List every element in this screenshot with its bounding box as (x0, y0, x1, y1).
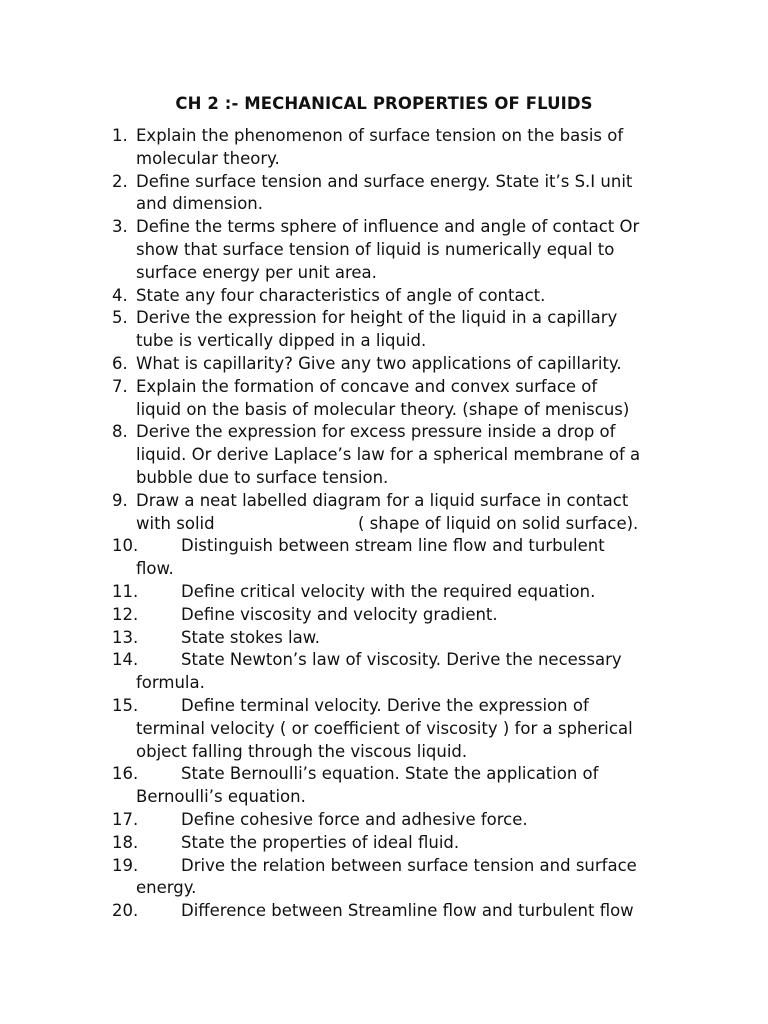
list-item-2 (0, 171, 768, 217)
list-item-1 (0, 125, 768, 171)
item-text-line: terminal velocity ( or coefficient of viscosity ) for a spherical (136, 718, 633, 738)
item-text-line: What is capillarity? Give any two applications of capillarity. (136, 353, 622, 373)
list-item-20 (0, 900, 768, 923)
list-item-7 (0, 376, 768, 422)
list-item-14 (0, 649, 768, 695)
item-text-line: Define the terms sphere of influence and angle of contact Or (136, 217, 640, 237)
item-text-line: Define critical velocity with the required equation. (181, 581, 596, 601)
item-number: 13. (112, 627, 139, 647)
item-number: 17. (112, 809, 139, 829)
item-text-line: Drive the relation between surface tension and surface (181, 855, 637, 875)
list-item-4 (0, 285, 768, 308)
item-text-line: Derive the expression for excess pressure inside a drop of (136, 422, 616, 442)
item-number: 10. (112, 536, 139, 556)
item-text-line: flow. (136, 559, 174, 579)
list-item-18 (0, 832, 768, 855)
page-title: CH 2 :- MECHANICAL PROPERTIES OF FLUIDS (175, 94, 593, 113)
item-text-line: Explain the phenomenon of surface tension on the basis of (136, 126, 624, 145)
item-text-line: Define viscosity and velocity gradient. (181, 604, 498, 624)
list-item-5 (0, 307, 768, 353)
item-number: 1. (112, 126, 128, 145)
item-text-line: energy. (136, 878, 197, 898)
item-text-line: State the properties of ideal fluid. (181, 832, 460, 852)
item-text-line: State stokes law. (181, 627, 320, 647)
item-text-line: molecular theory. (136, 148, 280, 168)
item-number: 7. (112, 376, 128, 396)
item-text-line: formula. (136, 673, 205, 693)
item-text-line: Define terminal velocity. Derive the expression of (181, 695, 589, 715)
list-item-11 (0, 581, 768, 604)
list-item-3 (0, 216, 768, 284)
item-text-line: with solid (136, 513, 215, 533)
item-text-line: State Bernoulli’s equation. State the application of (181, 764, 599, 784)
item-number: 18. (112, 832, 139, 852)
item-number: 11. (112, 581, 139, 601)
list-item-10 (0, 535, 768, 581)
item-text-line: Draw a neat labelled diagram for a liquid surface in contact (136, 490, 629, 510)
item-number: 5. (112, 308, 128, 328)
item-number: 16. (112, 764, 139, 784)
item-number: 3. (112, 217, 128, 237)
item-number: 14. (112, 650, 139, 670)
list-item-19 (0, 855, 768, 901)
item-text-line: Define cohesive force and adhesive force. (181, 809, 528, 829)
list-item-6 (0, 353, 768, 376)
item-number: 6. (112, 353, 128, 373)
item-number: 12. (112, 604, 139, 624)
item-text-line: object falling through the viscous liquid. (136, 741, 468, 761)
item-text-line: liquid. Or derive Laplace’s law for a spherical membrane of a (136, 445, 641, 465)
list-item-15 (0, 695, 768, 763)
item-number: 4. (112, 285, 128, 305)
item-text-line: and dimension. (136, 194, 264, 214)
item-text-line: Difference between Streamline flow and turbulent flow (181, 901, 634, 921)
item-number: 20. (112, 901, 139, 921)
item-text-line: State Newton’s law of viscosity. Derive the necessary (181, 650, 622, 670)
list-item-12 (0, 604, 768, 627)
item-text-line: Define surface tension and surface energy. State it’s S.I unit (136, 171, 633, 191)
list-item-8 (0, 421, 768, 489)
item-text-line: ( shape of liquid on solid surface). (358, 513, 639, 533)
item-text-line: tube is vertically dipped in a liquid. (136, 331, 427, 351)
item-text-line: Derive the expression for height of the liquid in a capillary (136, 308, 618, 328)
item-text-line: liquid on the basis of molecular theory. (shape of meniscus) (136, 399, 630, 419)
question-list (0, 125, 768, 923)
item-text-line: Explain the formation of concave and convex surface of (136, 376, 598, 396)
item-text-line: Bernoulli’s equation. (136, 787, 306, 807)
item-text-line: show that surface tension of liquid is numerically equal to (136, 239, 615, 259)
list-item-9 (0, 490, 768, 536)
item-number: 15. (112, 695, 139, 715)
item-text-line: Distinguish between stream line flow and turbulent (181, 536, 605, 556)
item-text-line: surface energy per unit area. (136, 262, 377, 282)
item-number: 19. (112, 855, 139, 875)
item-text-line: State any four characteristics of angle of contact. (136, 285, 546, 305)
item-number: 9. (112, 490, 128, 510)
list-item-17 (0, 809, 768, 832)
list-item-13 (0, 627, 768, 650)
item-number: 8. (112, 422, 128, 442)
item-number: 2. (112, 171, 128, 191)
item-text-line: bubble due to surface tension. (136, 467, 389, 487)
list-item-16 (0, 763, 768, 809)
